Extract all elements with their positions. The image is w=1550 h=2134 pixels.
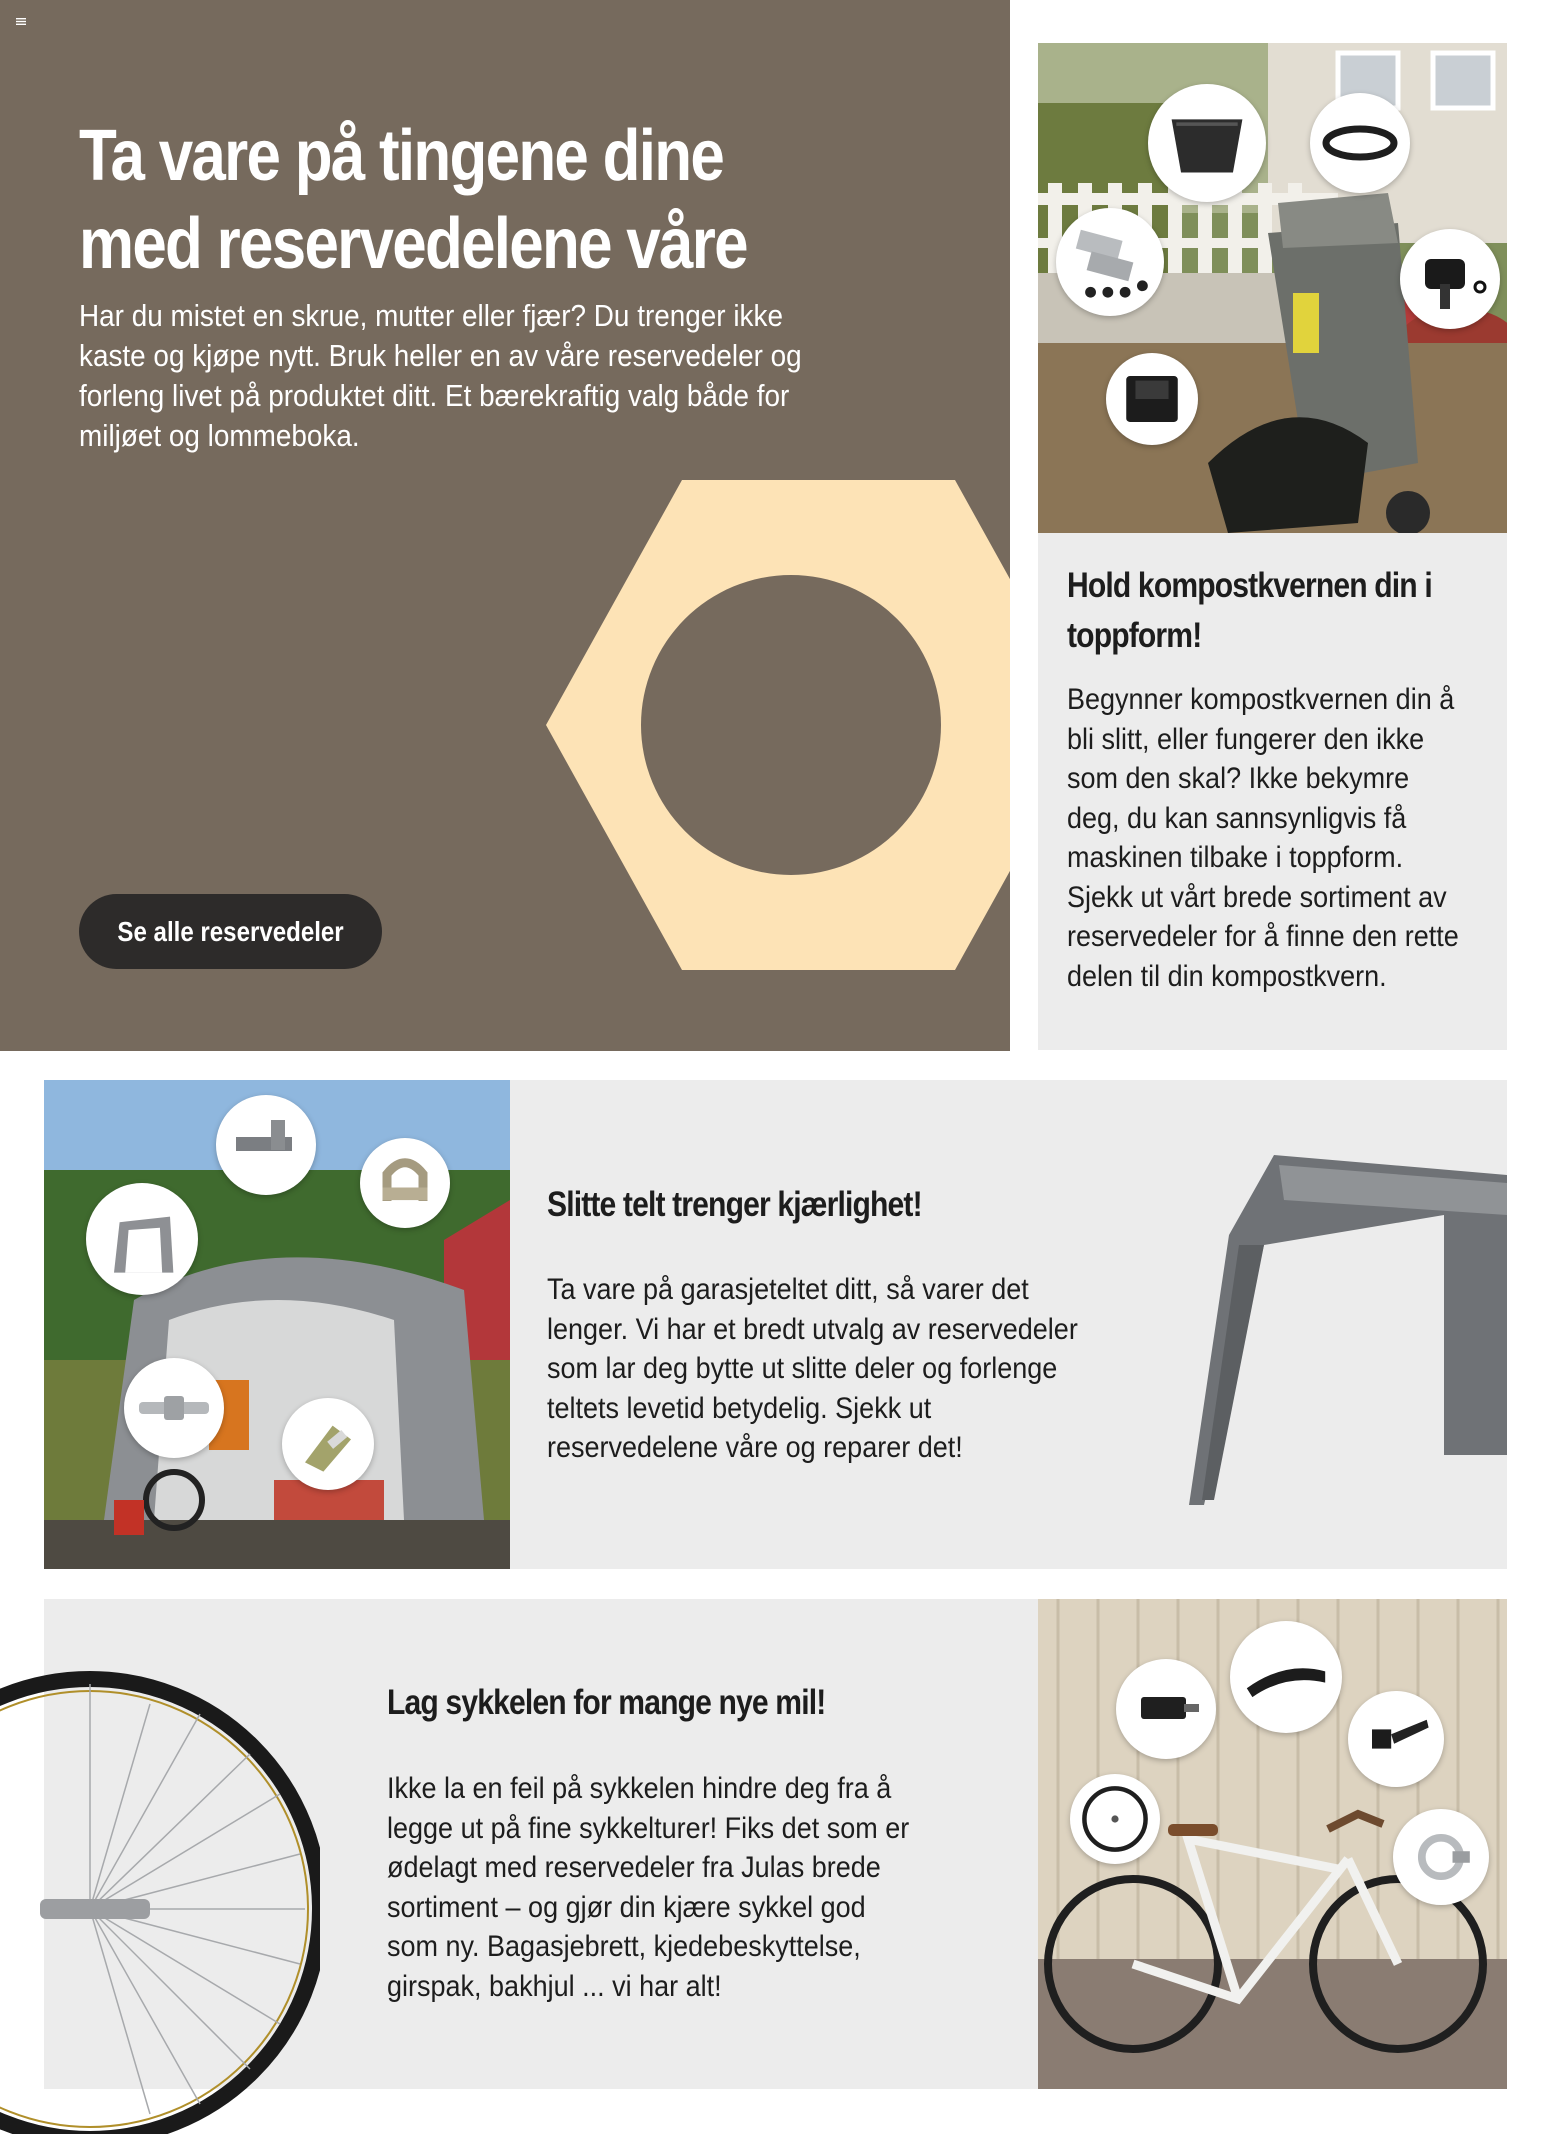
see-all-parts-label: Se alle reservedeler: [117, 915, 344, 947]
drive-belt-icon: [1310, 93, 1410, 193]
menu-icon: [16, 18, 26, 25]
wire-clamp-icon: [360, 1138, 450, 1228]
wheel-icon: [1070, 1774, 1160, 1864]
compost-title: Hold kompostkvernen din i toppform!: [1067, 566, 1432, 655]
tee-connector-icon: [216, 1095, 316, 1195]
collection-bag-icon: [1148, 84, 1266, 202]
tent-frame-image: [1144, 1155, 1507, 1505]
corner-frame-icon: [86, 1183, 198, 1295]
compost-text: Begynner kompostkvernen din å bli slitt, eller fungerer den ikke som den skal? Ikke bekymre deg, du kan sannsynligvis få maskinen tilbake i toppform. Sjekk ut vårt brede sortiment av reservedeler for å finne den rette delen til din kompostkvern.: [1067, 683, 1459, 993]
hero-description: Har du mistet en skrue, mutter eller fjær? Du trenger ikke kaste og kjøpe nytt. Bruk heller en av våre reservedeler og forleng livet på produktet ditt. Et bærekraftig valg både for miljøet og lommeboka.: [79, 298, 802, 453]
tent-card: [44, 1080, 1507, 1569]
compost-card: [1038, 43, 1507, 1050]
switch-icon: [1106, 353, 1198, 445]
blade-set-icon: [1056, 208, 1164, 316]
tent-title: Slitte telt trenger kjærlighet!: [547, 1185, 922, 1224]
bike-card: [44, 1599, 1507, 2089]
hero-banner: [0, 0, 1010, 1051]
see-all-parts-button[interactable]: [79, 894, 382, 969]
ratchet-strap-icon: [282, 1398, 374, 1490]
knob-icon: [1400, 229, 1500, 329]
brake-lever-icon: [1348, 1691, 1444, 1787]
hero-title-line1: Ta vare på tingene dine: [79, 116, 724, 196]
tent-photo: [44, 1080, 510, 1569]
bike-text: Ikke la en feil på sykkelen hindre deg fra å legge ut på fine sykkelturer! Fiks det som er ødelagt med reservedeler fra Julas brede sortiment – og gjør din kjære sykkel god som ny. Bagasjebrett, kjedebeskyttelse, girspak, bakhjul ... vi har alt!: [387, 1772, 910, 2003]
seat-clamp-icon: [1393, 1809, 1489, 1905]
pipe-connector-icon: [124, 1358, 224, 1458]
hero-title: [79, 112, 836, 288]
hex-nut-graphic: [546, 480, 1010, 970]
tent-text: Ta vare på garasjeteltet ditt, så varer det lenger. Vi har et bredt utvalg av reservedeler som lar deg bytte ut slitte deler og forlenge teltets levetid betydelig. Sjekk ut reservedelene våre og reparer det!: [547, 1273, 1078, 1464]
compost-photo: [1038, 43, 1507, 533]
bike-photo: [1038, 1599, 1507, 2089]
pedal-icon: [1116, 1659, 1216, 1759]
chain-guard-icon: [1230, 1621, 1342, 1733]
rear-wheel-image: [0, 1644, 320, 2134]
bike-title: Lag sykkelen for mange nye mil!: [387, 1683, 826, 1722]
hero-title-line2: med reservedelene våre: [79, 204, 747, 284]
